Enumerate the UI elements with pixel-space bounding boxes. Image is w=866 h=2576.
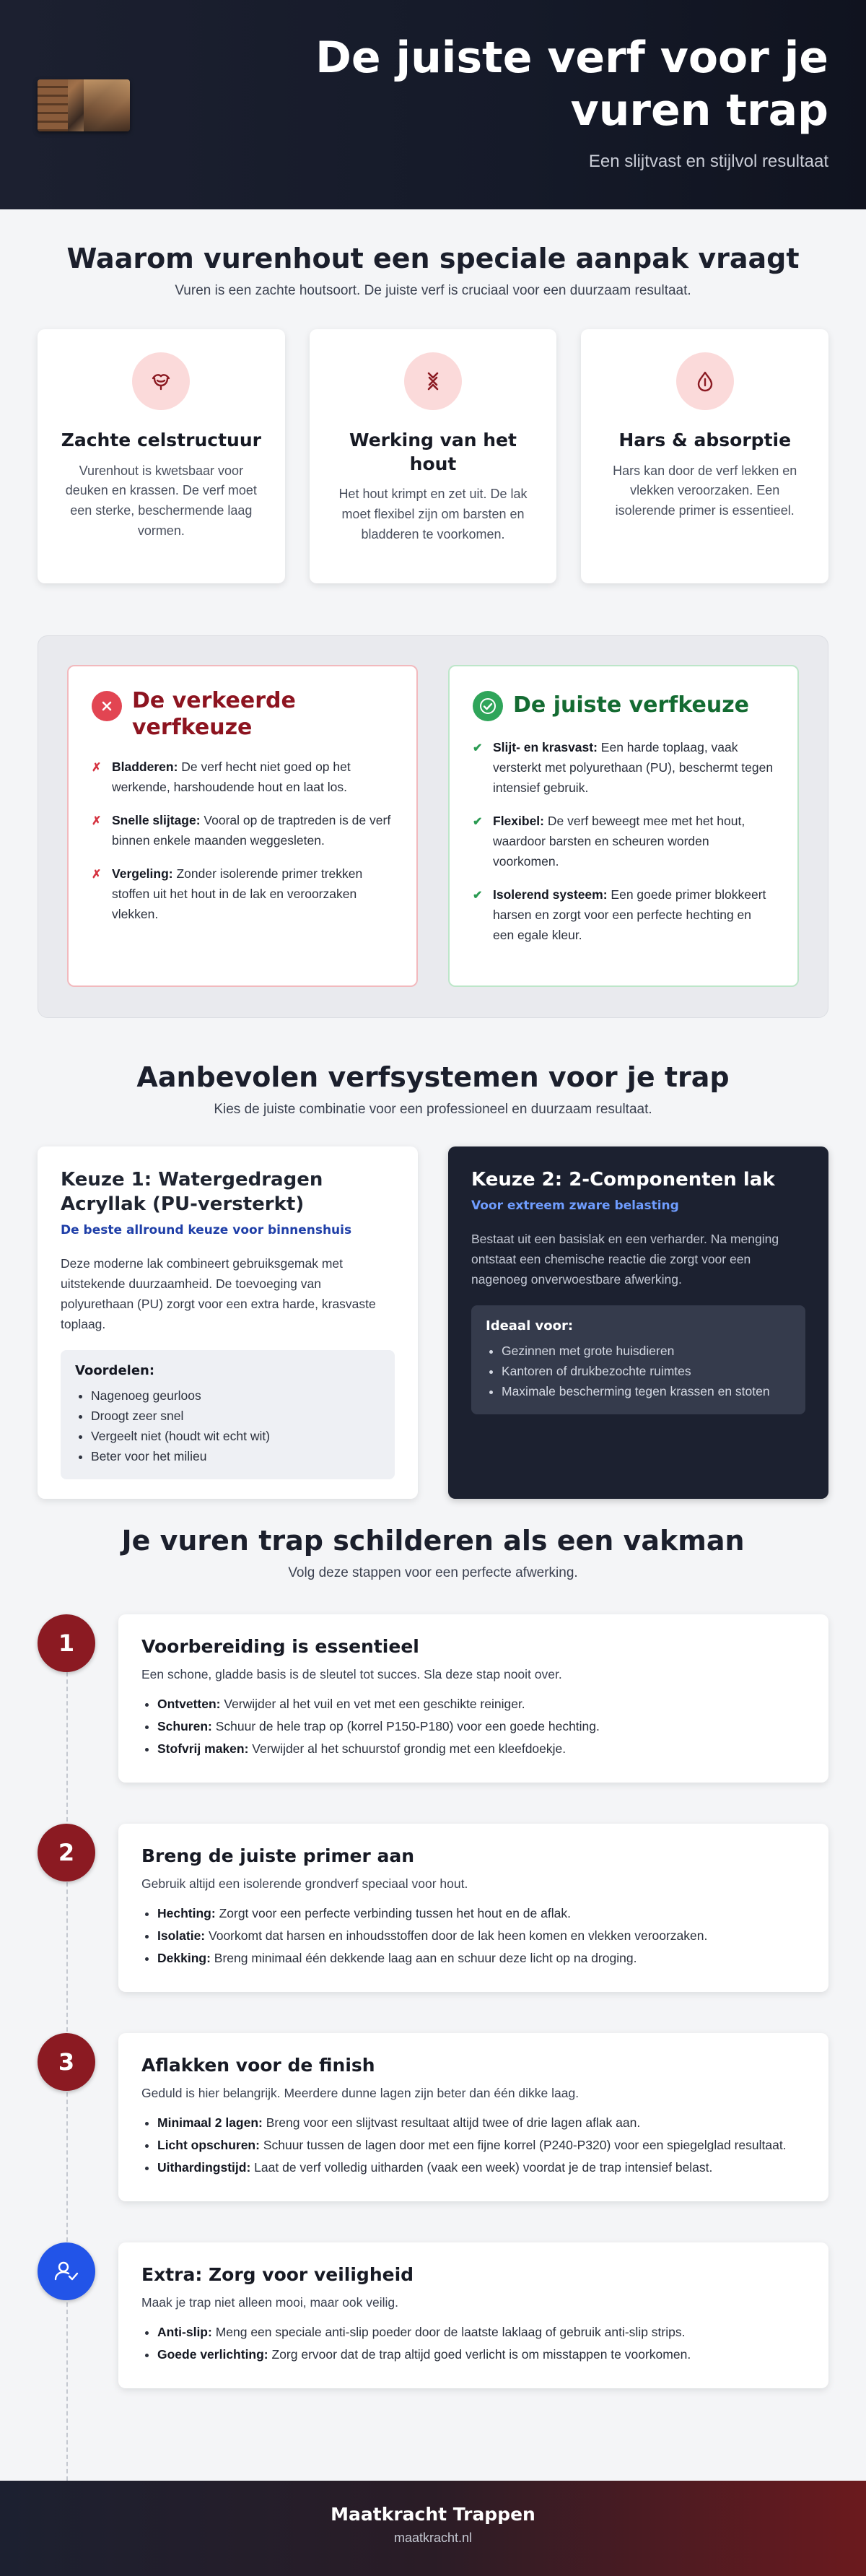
option-acryl-card xyxy=(38,1146,418,1499)
systems-section xyxy=(0,1018,866,1523)
list-item: • Droogt zeer snel xyxy=(91,1406,380,1426)
step-item xyxy=(0,2033,866,2242)
list-item: • Nagenoeg geurloos xyxy=(91,1385,380,1406)
why-card xyxy=(581,329,828,583)
item-label: Goede verlichting: xyxy=(157,2347,268,2362)
checkmark-icon: ✔ xyxy=(473,742,483,754)
step-title: Voorbereiding is essentieel xyxy=(141,1636,419,1657)
item-label: Uithardingstijd: xyxy=(157,2160,251,2175)
checkmark-icon: ✔ xyxy=(473,816,483,828)
right-choice-card xyxy=(448,665,799,987)
item-label: Snelle slijtage: xyxy=(112,813,201,828)
item-text: Schuur de hele trap op (korrel P150-P180) voor een goede hechting. xyxy=(211,1719,600,1733)
item-label: Ontvetten: xyxy=(157,1697,221,1711)
step-item xyxy=(0,1614,866,1824)
wrong-choice-card xyxy=(67,665,418,987)
list-item: • Gezinnen met grote huisdieren xyxy=(502,1341,791,1361)
step-card xyxy=(118,1824,828,1992)
systems-title: Aanbevolen verfsystemen voor je trap xyxy=(136,1061,730,1093)
list-item xyxy=(157,1926,805,1946)
why-card-title: Hars & absorptie xyxy=(618,430,792,451)
why-card xyxy=(38,329,285,583)
item-label: Anti-slip: xyxy=(157,2325,212,2339)
why-title: Waarom vurenhout een speciale aanpak vraagt xyxy=(66,243,800,274)
list-item xyxy=(157,2135,805,2155)
why-cards xyxy=(0,329,866,583)
list-item xyxy=(92,810,393,850)
step-title: Aflakken voor de finish xyxy=(141,2055,375,2076)
compare-panel xyxy=(38,635,828,1018)
option-title: Keuze 1: Watergedragen Acryllak (PU-versterkt) xyxy=(61,1169,323,1215)
steps-subtitle: Volg deze stappen voor een perfecte afwerking. xyxy=(288,1565,578,1580)
step-card xyxy=(118,1614,828,1783)
footer-link[interactable]: maatkracht.nl xyxy=(393,2531,473,2545)
item-text: Laat de verf volledig uitharden (vaak een week) voordat je de trap intensief belast. xyxy=(250,2160,713,2175)
item-text: De verf hecht niet goed op het werkende, harshoudende hout en laat los. xyxy=(112,760,351,795)
item-label: Slijt- en krasvast: xyxy=(493,740,598,754)
list-item: • Vergeelt niet (houdt wit echt wit) xyxy=(91,1426,380,1446)
why-section xyxy=(0,209,866,635)
step-item xyxy=(0,2242,866,2452)
item-text: De verf beweegt mee met het hout, waardoor barsten en scheuren worden voorkomen. xyxy=(493,814,745,869)
checkmark-icon: ✔ xyxy=(473,889,483,902)
ideal-for-title: Ideaal voor: xyxy=(486,1318,574,1333)
step-item xyxy=(0,1824,866,2033)
step-intro: Een schone, gladde basis is de sleutel tot succes. Sla deze stap nooit over. xyxy=(141,1667,562,1681)
why-card-title: Zachte celstructuur xyxy=(61,430,261,451)
shrink-expand-icon xyxy=(404,352,462,410)
option-description: Deze moderne lak combineert gebruiksgemak met uitstekende duurzaamheid. De toevoeging van polyurethaan (PU) zorgt voor een extra harde, krasvaste toplaag. xyxy=(61,1256,376,1331)
item-label: Licht opschuren: xyxy=(157,2138,260,2152)
list-item xyxy=(473,737,774,798)
wrong-choice-list xyxy=(92,757,393,924)
list-item xyxy=(92,757,393,797)
why-card-text: Hars kan door de verf lekken en vlekken veroorzaken. Een isolerende primer is essentieel. xyxy=(613,463,797,518)
item-text: Voorkomt dat harsen en inhoudsstoffen door de lak heen komen en vlekken veroorzaken. xyxy=(205,1928,708,1943)
cross-icon: ✗ xyxy=(92,815,102,828)
page-subtitle: Een slijtvast en stijlvol resultaat xyxy=(588,152,828,171)
why-subtitle: Vuren is een zachte houtsoort. De juiste verf is cruciaal voor een duurzaam resultaat. xyxy=(175,283,691,298)
list-item xyxy=(157,2112,805,2133)
step-number: 2 xyxy=(38,1824,95,1881)
step-title: Breng de juiste primer aan xyxy=(141,1845,415,1866)
step-card xyxy=(118,2242,828,2388)
step-intro: Geduld is hier belangrijk. Meerdere dunne lagen zijn beter dan één dikke laag. xyxy=(141,2086,579,2100)
hero-header xyxy=(0,0,866,209)
check-circle-icon xyxy=(473,691,503,721)
list-item xyxy=(157,2344,805,2364)
step-title: Extra: Zorg voor veiligheid xyxy=(141,2264,414,2285)
why-card xyxy=(310,329,557,583)
list-item xyxy=(157,2157,805,2177)
right-choice-title: De juiste verfkeuze xyxy=(513,692,750,718)
close-circle-icon xyxy=(92,691,122,721)
list-item xyxy=(157,1694,805,1714)
right-choice-list xyxy=(473,737,774,945)
item-label: Schuren: xyxy=(157,1719,212,1733)
list-item: • Kantoren of drukbezochte ruimtes xyxy=(502,1361,791,1381)
compare-section xyxy=(0,635,866,1018)
wood-grain-icon xyxy=(132,352,190,410)
item-text: Breng minimaal één dekkende laag aan en schuur deze licht op na droging. xyxy=(210,1951,637,1965)
why-card-text: Vurenhout is kwetsbaar voor deuken en krassen. De verf moet een sterke, beschermende laag vormen. xyxy=(65,463,257,539)
list-item xyxy=(157,2322,805,2342)
item-text: Zonder isolerende primer trekken stoffen uit het hout in de lak en veroorzaken vlekken. xyxy=(112,866,363,922)
item-label: Vergeling: xyxy=(112,866,173,882)
why-card-text: Het hout krimpt en zet uit. De lak moet flexibel zijn om barsten en bladderen te voorkomen. xyxy=(338,487,528,541)
item-text: Schuur tussen de lagen door met een fijne korrel (P240-P320) voor een spiegelglad resultaat. xyxy=(259,2138,787,2152)
item-text: Verwijder al het schuurstof grondig met een kleefdoekje. xyxy=(248,1741,567,1756)
user-check-icon xyxy=(38,2242,95,2300)
resin-drop-icon xyxy=(676,352,734,410)
item-label: Stofvrij maken: xyxy=(157,1741,249,1756)
item-text: Verwijder al het vuil en vet met een geschikte reiniger. xyxy=(220,1697,525,1711)
why-card-title: Werking van het hout xyxy=(349,430,517,474)
item-label: Isolerend systeem: xyxy=(493,887,608,902)
footer-brand: Maatkracht Trappen xyxy=(331,2504,535,2525)
wrong-choice-title: De verkeerde verfkeuze xyxy=(132,688,296,740)
hero-staircase-image xyxy=(38,79,130,131)
ideal-for-box xyxy=(471,1305,805,1414)
option-title: Keuze 2: 2-Componenten lak xyxy=(471,1169,775,1191)
steps-section xyxy=(0,1523,866,2475)
list-item xyxy=(473,811,774,871)
systems-subtitle: Kies de juiste combinatie voor een professioneel en duurzaam resultaat. xyxy=(214,1102,652,1117)
cross-icon: ✗ xyxy=(92,762,102,775)
item-label: Hechting: xyxy=(157,1906,216,1920)
item-label: Bladderen: xyxy=(112,760,178,775)
item-text: Breng voor een slijtvast resultaat altijd twee of drie lagen aflak aan. xyxy=(262,2115,641,2130)
page-title: De juiste verf voor je vuren trap xyxy=(315,32,828,136)
step-number: 1 xyxy=(38,1614,95,1672)
item-text: Een harde toplaag, vaak versterkt met polyurethaan (PU), beschermt tegen intensief gebruik. xyxy=(493,740,774,795)
step-intro: Gebruik altijd een isolerende grondverf speciaal voor hout. xyxy=(141,1876,468,1891)
item-label: Isolatie: xyxy=(157,1928,206,1943)
footer xyxy=(0,2481,866,2576)
advantages-title: Voordelen: xyxy=(75,1362,155,1378)
item-text: Meng een speciale anti-slip poeder door de laatste laklaag of gebruik anti-slip strips. xyxy=(211,2325,686,2339)
step-number: 3 xyxy=(38,2033,95,2091)
item-label: Flexibel: xyxy=(493,814,544,828)
steps-title: Je vuren trap schilderen als een vakman xyxy=(121,1525,745,1557)
list-item xyxy=(92,863,393,924)
list-item xyxy=(157,1903,805,1923)
cross-icon: ✗ xyxy=(92,869,102,882)
item-label: Minimaal 2 lagen: xyxy=(157,2115,263,2130)
option-tagline: De beste allround keuze voor binnenshuis xyxy=(61,1222,352,1237)
list-item xyxy=(473,884,774,945)
option-2k-card xyxy=(448,1146,828,1499)
step-intro: Maak je trap niet alleen mooi, maar ook veilig. xyxy=(141,2295,399,2310)
list-item xyxy=(157,1716,805,1736)
list-item: • Beter voor het milieu xyxy=(91,1446,380,1466)
steps-timeline xyxy=(0,1614,866,2452)
item-text: Een goede primer blokkeert harsen en zorgt voor een perfecte hechting en een egale kleur. xyxy=(493,887,766,942)
list-item xyxy=(157,1739,805,1759)
item-text: Zorg ervoor dat de trap altijd goed verlicht is om misstappen te voorkomen. xyxy=(268,2347,691,2362)
item-label: Dekking: xyxy=(157,1951,211,1965)
advantages-box xyxy=(61,1350,395,1479)
item-text: Vooral op de traptreden is de verf binnen enkele maanden weggesleten. xyxy=(112,813,391,848)
option-tagline: Voor extreem zware belasting xyxy=(471,1198,679,1213)
step-card xyxy=(118,2033,828,2201)
item-text: Zorgt voor een perfecte verbinding tussen het hout en de aflak. xyxy=(215,1906,571,1920)
systems-cards xyxy=(0,1146,866,1499)
list-item xyxy=(157,1948,805,1968)
option-description: Bestaat uit een basislak en een verharder. Na menging ontstaat een chemische reactie die zorgt voor een nagenoeg onverwoestbare afwerking. xyxy=(471,1231,779,1287)
list-item: • Maximale bescherming tegen krassen en stoten xyxy=(502,1381,791,1401)
